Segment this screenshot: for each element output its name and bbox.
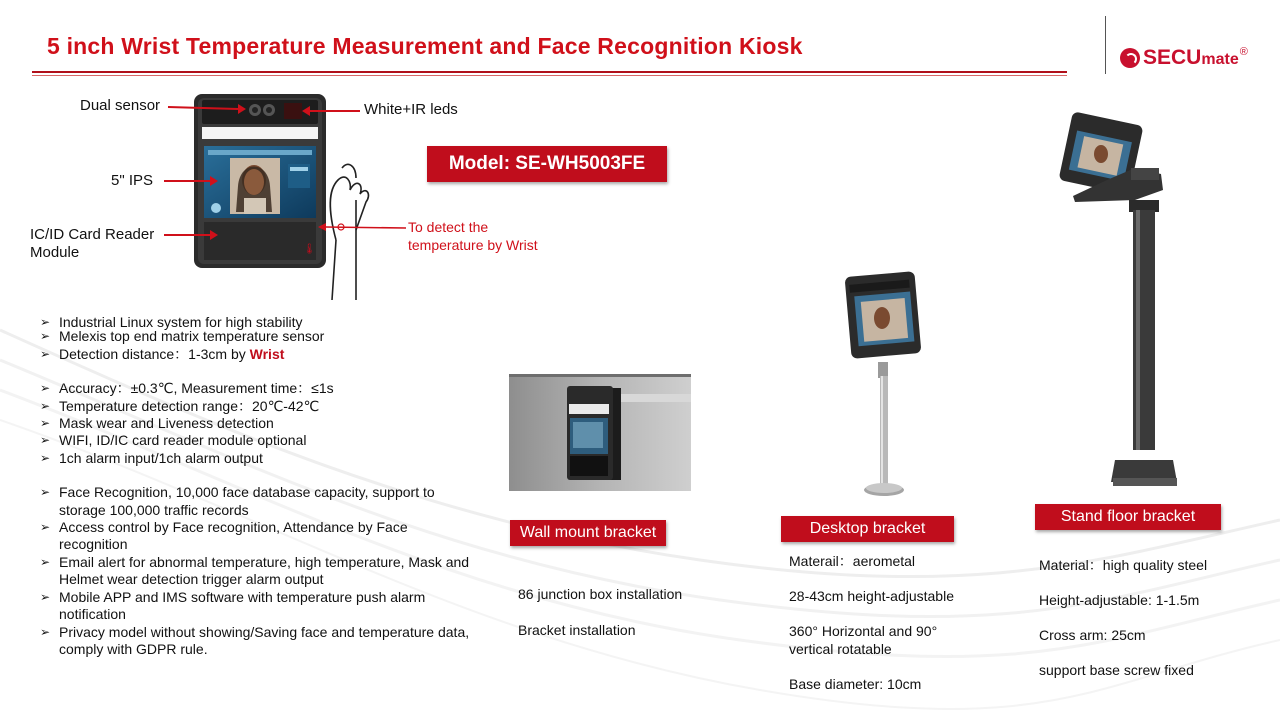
logo-mark-icon (1120, 48, 1140, 68)
svg-text:🌡: 🌡 (303, 244, 316, 255)
page-title: 5 inch Wrist Temperature Measurement and Face Recognition Kiosk (47, 33, 803, 59)
logo-divider (1105, 16, 1106, 74)
feature-item-detection (40, 346, 500, 363)
feature-item: ➢ Access control by Face recognition, Attendance by Face recognition (40, 519, 460, 554)
logo-registered-mark: ® (1239, 46, 1248, 58)
model-badge: Model: SE-WH5003FE (427, 146, 667, 182)
callout-detect-line2: temperature by Wrist (408, 237, 538, 253)
title-underline-thin (32, 75, 1067, 76)
desktop-bracket-label: Desktop bracket (781, 516, 954, 542)
callout-detect-line1: To detect the (408, 219, 489, 235)
wall-mount-bracket-label: Wall mount bracket (510, 520, 666, 546)
feature-item: ➢ Temperature detection range：20℃-42℃ (40, 398, 500, 415)
floor-spec: support base screw fixed (1039, 662, 1194, 678)
callout-white-ir-leds: White+IR leds (364, 101, 458, 118)
kiosk-device-illustration (160, 90, 550, 300)
desktop-spec: 360° Horizontal and 90° (789, 623, 938, 639)
callout-dual-sensor: Dual sensor (80, 97, 161, 114)
desktop-bracket-illustration (840, 270, 930, 505)
floor-spec: Height-adjustable: 1-1.5m (1039, 592, 1200, 608)
feature-item: ➢ Face Recognition, 10,000 face database capacity, support to storage 100,000 traffic records (40, 484, 480, 519)
callout-detect-wrist (408, 218, 538, 254)
feature-item: ➢ Mask wear and Liveness detection (40, 415, 500, 432)
floor-spec: Material：high quality steel (1039, 557, 1208, 573)
feature-item: ➢ Mobile APP and IMS software with temperature push alarm notification (40, 589, 480, 624)
secumate-logo (1120, 47, 1248, 69)
floor-spec: Cross arm: 25cm (1039, 627, 1146, 643)
logo-secu-text: SECU (1143, 46, 1202, 69)
desktop-spec: 28-43cm height-adjustable (789, 588, 954, 604)
desktop-spec: Materail：aerometal (789, 553, 916, 569)
floor-stand-illustration (1055, 110, 1185, 495)
callout-card-reader-line2: Module (30, 244, 80, 261)
wall-mount-photo (509, 374, 691, 491)
feature-item: ➢ Email alert for abnormal temperature, high temperature, Mask and Helmet wear detection trigger alarm output (40, 554, 480, 589)
desktop-spec: vertical rotatable (789, 641, 892, 657)
feature-item: ➢ Privacy model without showing/Saving face and temperature data, comply with GDPR rule. (40, 624, 500, 659)
feature-item: ➢ WIFI, ID/IC card reader module optional (40, 432, 500, 449)
feature-item: ➢ Accuracy：±0.3℃, Measurement time：≤1s (40, 380, 500, 397)
detection-distance-text: Detection distance：1-3cm by (59, 345, 250, 362)
feature-item: ➢ 1ch alarm input/1ch alarm output (40, 450, 500, 467)
logo-mate-text: mate (1201, 51, 1239, 68)
callout-ips: 5" IPS (111, 172, 154, 189)
feature-item: ➢ Melexis top end matrix temperature sensor (40, 328, 500, 345)
desktop-spec: Base diameter: 10cm (789, 676, 922, 692)
title-underline (32, 71, 1067, 73)
features-list (40, 314, 500, 658)
wall-spec: 86 junction box installation (518, 586, 683, 602)
feature-item: ➢ Industrial Linux system for high stability (40, 314, 500, 331)
callout-card-reader (30, 226, 154, 262)
callout-card-reader-line1: IC/ID Card Reader (30, 226, 155, 243)
stand-floor-bracket-label: Stand floor bracket (1035, 504, 1221, 530)
detection-wrist-highlight: Wrist (249, 345, 285, 362)
wall-spec: Bracket installation (518, 622, 636, 638)
